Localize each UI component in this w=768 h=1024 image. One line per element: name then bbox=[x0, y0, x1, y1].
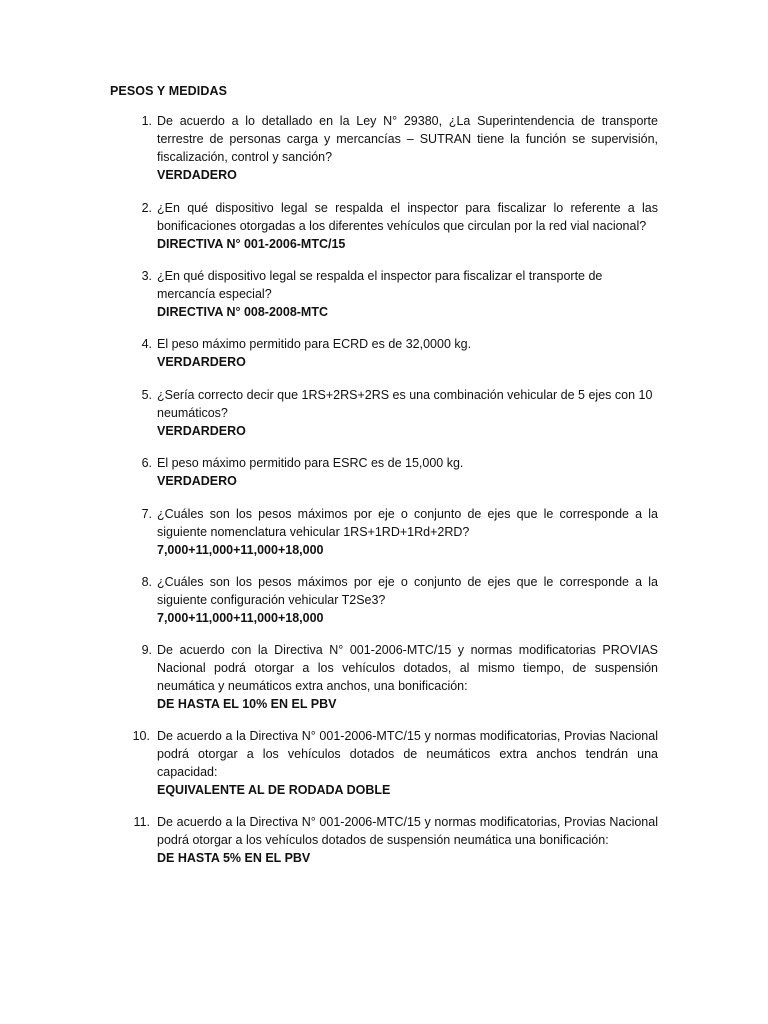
answer-text: DE HASTA 5% EN EL PBV bbox=[157, 851, 311, 865]
question-body bbox=[157, 641, 658, 713]
answer-text: VERDARDERO bbox=[157, 355, 246, 369]
question-text: ¿En qué dispositivo legal se respalda el inspector para fiscalizar el transporte de mercancía especial? bbox=[157, 269, 603, 301]
question-number: 7. bbox=[141, 507, 152, 521]
question-body bbox=[157, 505, 658, 559]
question-body bbox=[157, 386, 658, 440]
question-body bbox=[157, 267, 658, 321]
answer-text: DIRECTIVA N° 001-2006-MTC/15 bbox=[157, 237, 346, 251]
question-text: De acuerdo a la Directiva N° 001-2006-MTC/15 y normas modificatorias, Provias Nacional podrá otorgar a los vehículos dotados de neumáticos extra anchos tendrán una capacidad: bbox=[157, 729, 658, 779]
question-number: 11. bbox=[133, 815, 150, 829]
question-text: De acuerdo con la Directiva N° 001-2006-MTC/15 y normas modificatorias PROVIAS Nacional podrá otorgar a los vehículos dotados, al mismo tiempo, de suspensión neumática y neumáticos extra anchos, una bonificación: bbox=[157, 643, 658, 693]
answer-text: 7,000+11,000+11,000+18,000 bbox=[157, 611, 324, 625]
question-number: 4. bbox=[141, 337, 152, 351]
question-number: 6. bbox=[141, 456, 152, 470]
question-text: De acuerdo a lo detallado en la Ley N° 29380, ¿La Superintendencia de transporte terrestre de personas carga y mercancías – SUTRAN tiene la función se supervisión, fiscalización, control y sanción? bbox=[157, 114, 658, 164]
question-number: 8. bbox=[141, 575, 152, 589]
answer-text: VERDARDERO bbox=[157, 424, 246, 438]
question-body bbox=[157, 573, 658, 627]
question-body bbox=[157, 727, 658, 799]
question-text: ¿Cuáles son los pesos máximos por eje o conjunto de ejes que le corresponde a la siguiente nomenclatura vehicular 1RS+1RD+1Rd+2RD? bbox=[157, 507, 658, 539]
question-number: 9. bbox=[141, 643, 152, 657]
question-body bbox=[157, 199, 658, 253]
question-text: ¿En qué dispositivo legal se respalda el inspector para fiscalizar lo referente a las bonificaciones otorgadas a los diferentes vehículos que circulan por la red vial nacional? bbox=[157, 201, 658, 233]
question-text: El peso máximo permitido para ESRC es de 15,000 kg. bbox=[157, 456, 464, 470]
answer-text: VERDADERO bbox=[157, 168, 237, 182]
question-number: 1. bbox=[141, 114, 152, 128]
question-number: 2. bbox=[141, 201, 152, 215]
question-body bbox=[157, 813, 658, 867]
question-text: De acuerdo a la Directiva N° 001-2006-MTC/15 y normas modificatorias, Provias Nacional podrá otorgar a los vehículos dotados de suspensión neumática una bonificación: bbox=[157, 815, 658, 847]
question-text: ¿Cuáles son los pesos máximos por eje o conjunto de ejes que le corresponde a la siguiente configuración vehicular T2Se3? bbox=[157, 575, 658, 607]
question-number: 10. bbox=[132, 729, 150, 743]
question-body bbox=[157, 335, 658, 371]
question-text: ¿Sería correcto decir que 1RS+2RS+2RS es una combinación vehicular de 5 ejes con 10 neumáticos? bbox=[157, 388, 653, 420]
answer-text: DE HASTA EL 10% EN EL PBV bbox=[157, 697, 337, 711]
answer-text: VERDADERO bbox=[157, 474, 237, 488]
question-number: 5. bbox=[141, 388, 152, 402]
answer-text: DIRECTIVA N° 008-2008-MTC bbox=[157, 305, 329, 319]
answer-text: 7,000+11,000+11,000+18,000 bbox=[157, 543, 324, 557]
document-title: PESOS Y MEDIDAS bbox=[110, 84, 228, 98]
answer-text: EQUIVALENTE AL DE RODADA DOBLE bbox=[157, 783, 391, 797]
question-number: 3. bbox=[141, 269, 152, 283]
question-body bbox=[157, 112, 658, 184]
question-body bbox=[157, 454, 658, 490]
question-text: El peso máximo permitido para ECRD es de 32,0000 kg. bbox=[157, 337, 472, 351]
